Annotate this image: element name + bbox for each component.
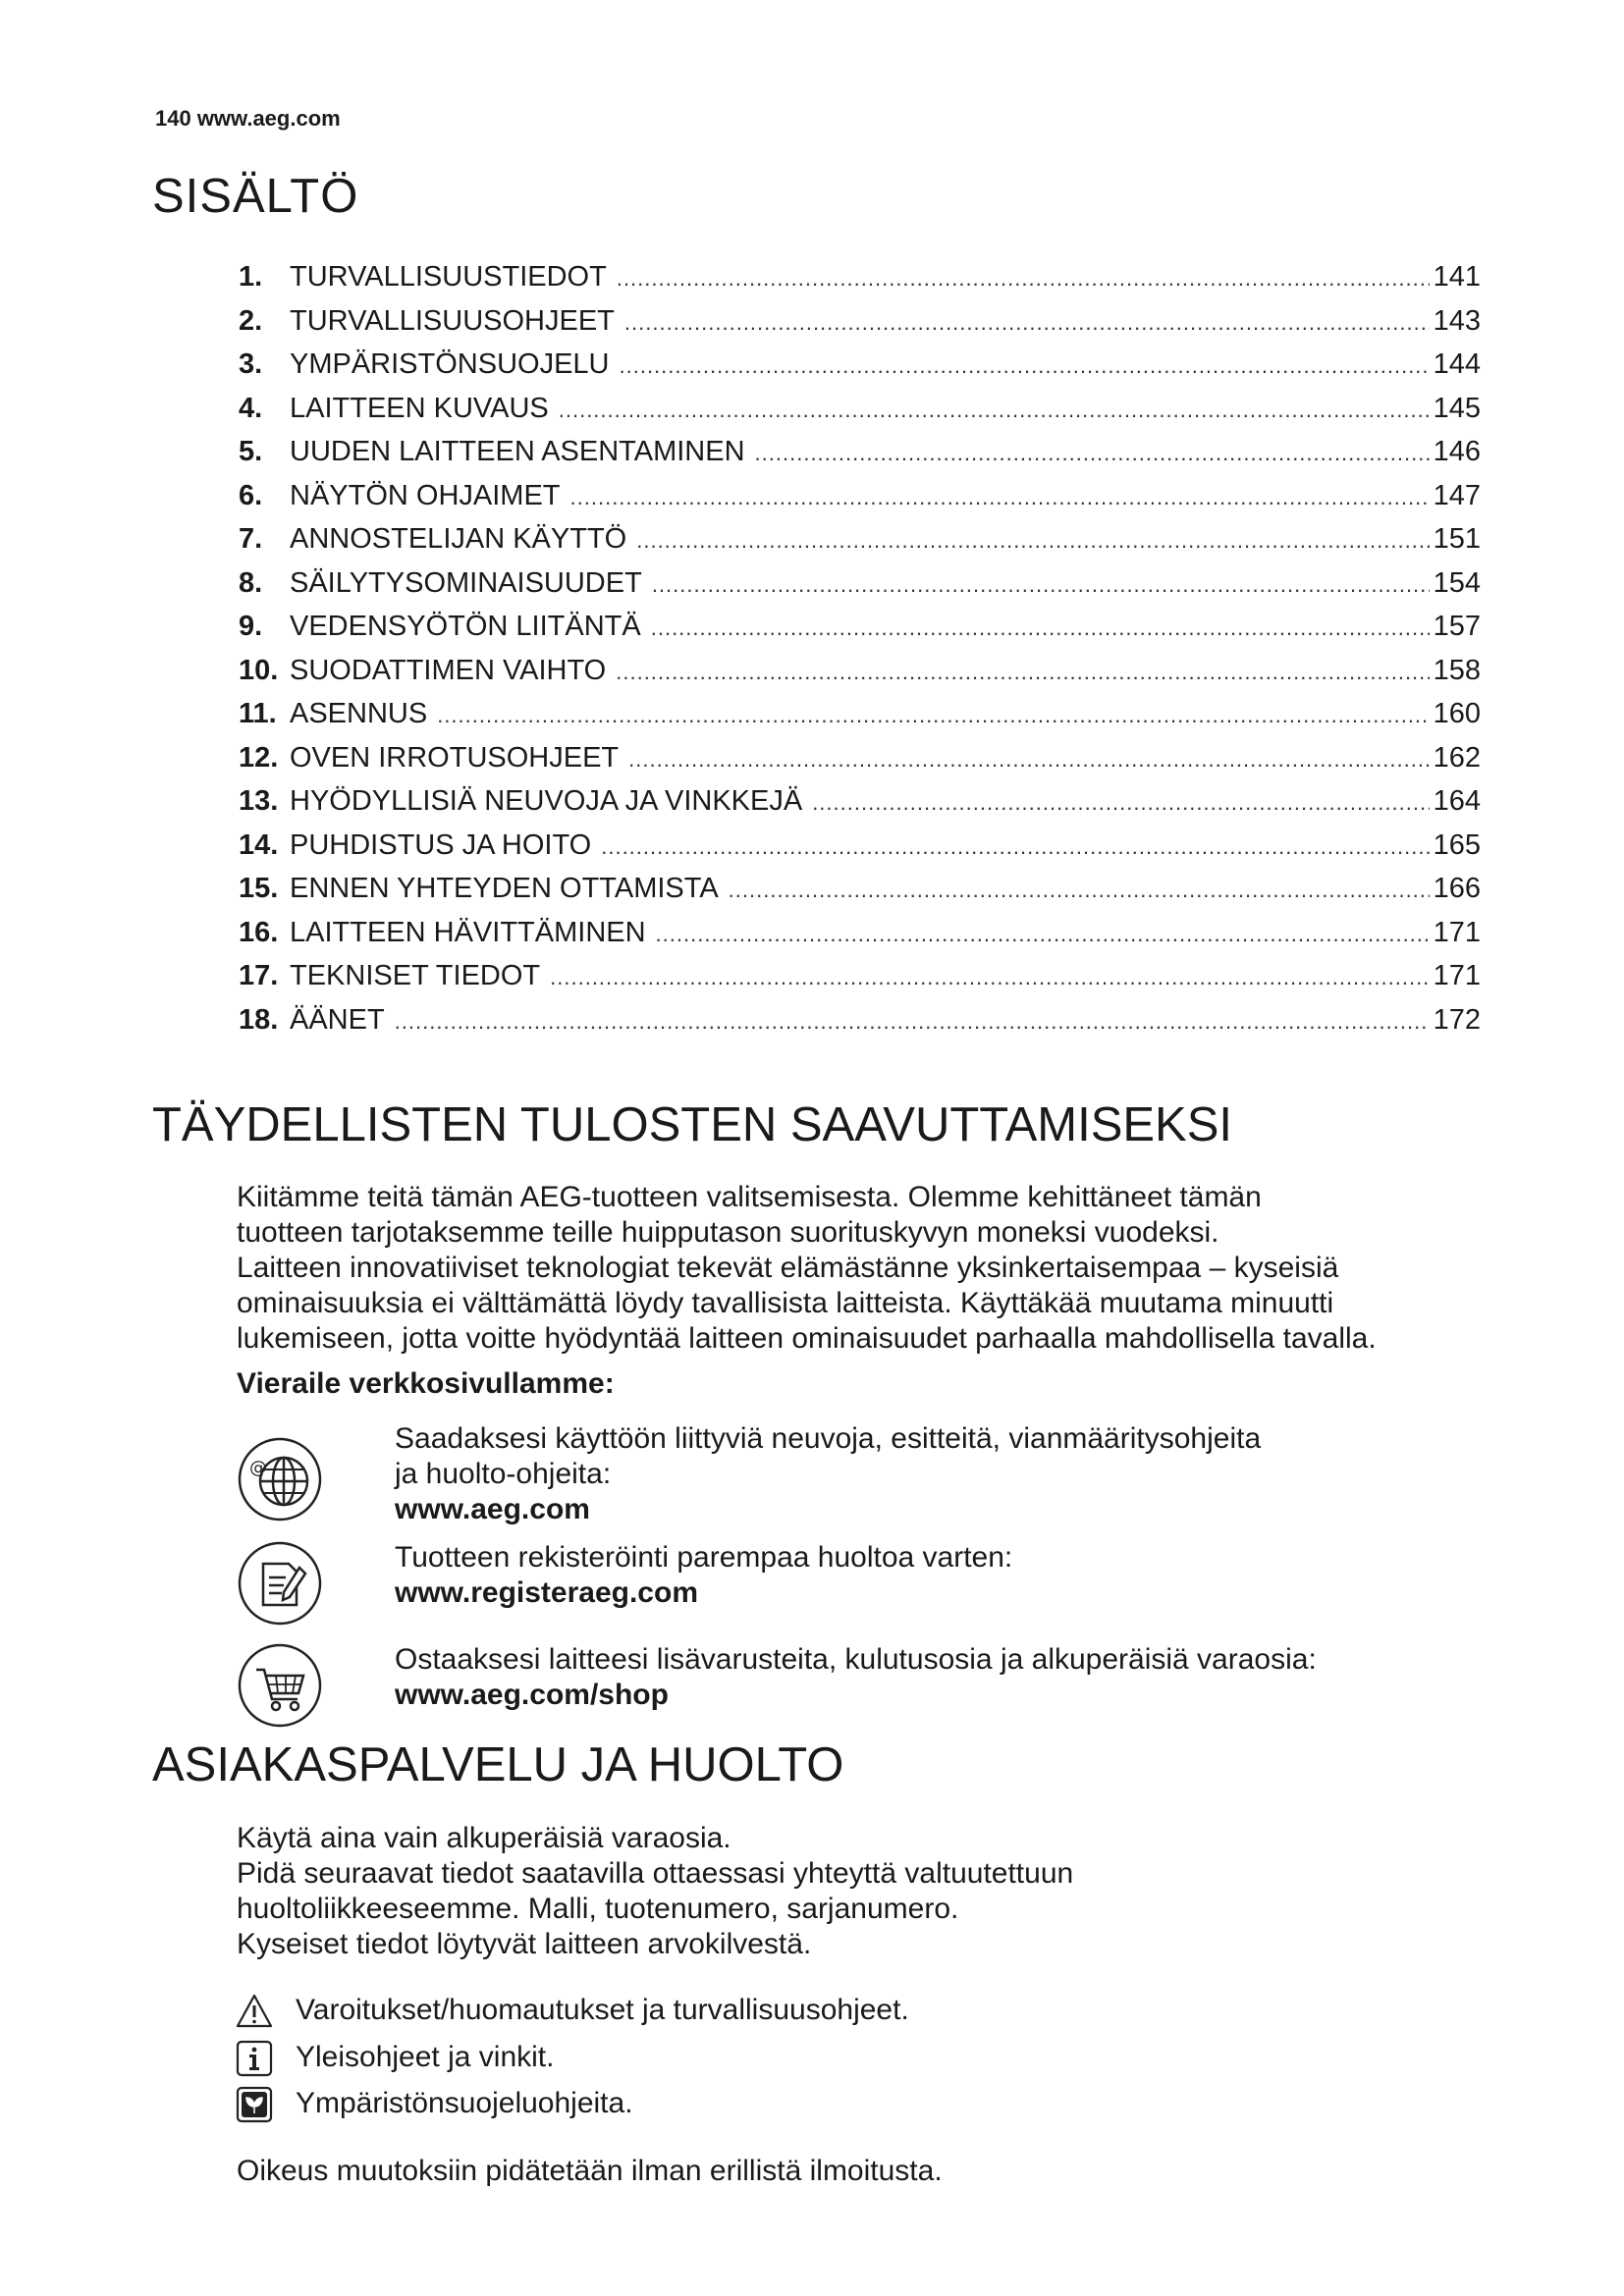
toc-item[interactable]: 13. HYÖDYLLISIÄ NEUVOJA JA VINKKEJÄ ..... 164 [239,785,1481,829]
toc-item[interactable]: 9. VEDENSYÖTÖN LIITÄNTÄ ..... 157 [239,611,1481,655]
section-heading-best-results: TÄYDELLISTEN TULOSTEN SAAVUTTAMISEKSI [152,1098,1233,1151]
visit-website-label: Vieraile verkkosivullamme: [237,1367,615,1400]
toc-item[interactable]: 10. SUODATTIMEN VAIHTO ..... 158 [239,655,1481,699]
web-item-desc-cont: ja huolto-ohjeita: [395,1458,612,1490]
web-item-register [237,1540,1513,1638]
toc-item[interactable]: 6. NÄYTÖN OHJAIMET ..... 147 [239,480,1481,524]
toc-item[interactable]: 4. LAITTEEN KUVAUS ..... 145 [239,393,1481,437]
web-item-desc: Tuotteen rekisteröinti parempaa huoltoa varten: [395,1541,1013,1574]
environment-icon [235,2085,274,2124]
web-item-desc: Ostaaksesi laitteesi lisävarusteita, kulutusosia ja alkuperäisiä varaosia: [395,1643,1317,1676]
web-item-support [237,1421,1513,1525]
table-of-contents [239,261,1481,1047]
toc-item[interactable]: 18. ÄÄNET ..... 172 [239,1004,1481,1048]
web-item-shop [237,1642,1513,1740]
shopping-cart-icon [237,1642,323,1729]
register-icon [237,1540,323,1627]
toc-item[interactable]: 8. SÄILYTYSOMINAISUUDET ..... 154 [239,567,1481,612]
intro-paragraph: Kiitämme teitä tämän AEG-tuotteen valitsemisesta. Olemme kehittäneet tämän tuotteen tarjotaksemme teille huipputason suorituskyvyn moneksi vuodeksi. Laitteen innovatiiviset teknologiat tekevät elämästänne yksinkertaisempaa – kyseisiä ominaisuuksia ei välttämättä löydy tavallisista laitteista. Käyttäkää muutama minuutti lukemiseen, jotta voitte hyödyntää laitteen ominaisuudet parhaalla mahdollisella tavalla. [237,1181,1377,1355]
service-paragraph: Käytä aina vain alkuperäisiä varaosia. Pidä seuraavat tiedot saatavilla ottaessasi yhteyttä valtuutettuun huoltoliikkeeseemme. Malli, tuotenumero, sarjanumero. Kyseiset tiedot löytyvät laitteen arvokilvestä. [237,1822,1074,1960]
warning-icon [235,1992,274,2031]
toc-item[interactable]: 1. TURVALLISUUSTIEDOT ..... 141 [239,261,1481,305]
link-aeg-shop[interactable]: www.aeg.com/shop [395,1679,669,1711]
page-header: 140 www.aeg.com [155,106,341,131]
svg-text:@: @ [249,1458,267,1478]
toc-item[interactable]: 15. ENNEN YHTEYDEN OTTAMISTA ..... 166 [239,873,1481,917]
footnote: Oikeus muutoksiin pidätetään ilman erillistä ilmoitusta. [237,2155,943,2187]
section-heading-service: ASIAKASPALVELU JA HUOLTO [152,1738,844,1791]
globe-icon [237,1436,323,1522]
toc-item[interactable]: 16. LAITTEEN HÄVITTÄMINEN ..... 171 [239,917,1481,961]
toc-item[interactable]: 3. YMPÄRISTÖNSUOJELU ..... 144 [239,348,1481,393]
info-icon [235,2039,274,2078]
toc-item[interactable]: 14. PUHDISTUS JA HOITO ..... 165 [239,829,1481,874]
link-aeg-com[interactable]: www.aeg.com [395,1493,590,1525]
toc-item[interactable]: 2. TURVALLISUUSOHJEET ..... 143 [239,305,1481,349]
toc-item[interactable]: 12. OVEN IRROTUSOHJEET ..... 162 [239,742,1481,786]
toc-item[interactable]: 7. ANNOSTELIJAN KÄYTTÖ ..... 151 [239,523,1481,567]
link-registeraeg[interactable]: www.registeraeg.com [395,1576,698,1609]
toc-item[interactable]: 11. ASENNUS ..... 160 [239,698,1481,742]
toc-item[interactable]: 5. UUDEN LAITTEEN ASENTAMINEN ..... 146 [239,436,1481,480]
toc-title: SISÄLTÖ [152,170,359,223]
toc-item[interactable]: 17. TEKNISET TIEDOT ..... 171 [239,960,1481,1004]
web-item-desc: Saadaksesi käyttöön liittyviä neuvoja, esitteitä, vianmääritysohjeita [395,1422,1262,1455]
